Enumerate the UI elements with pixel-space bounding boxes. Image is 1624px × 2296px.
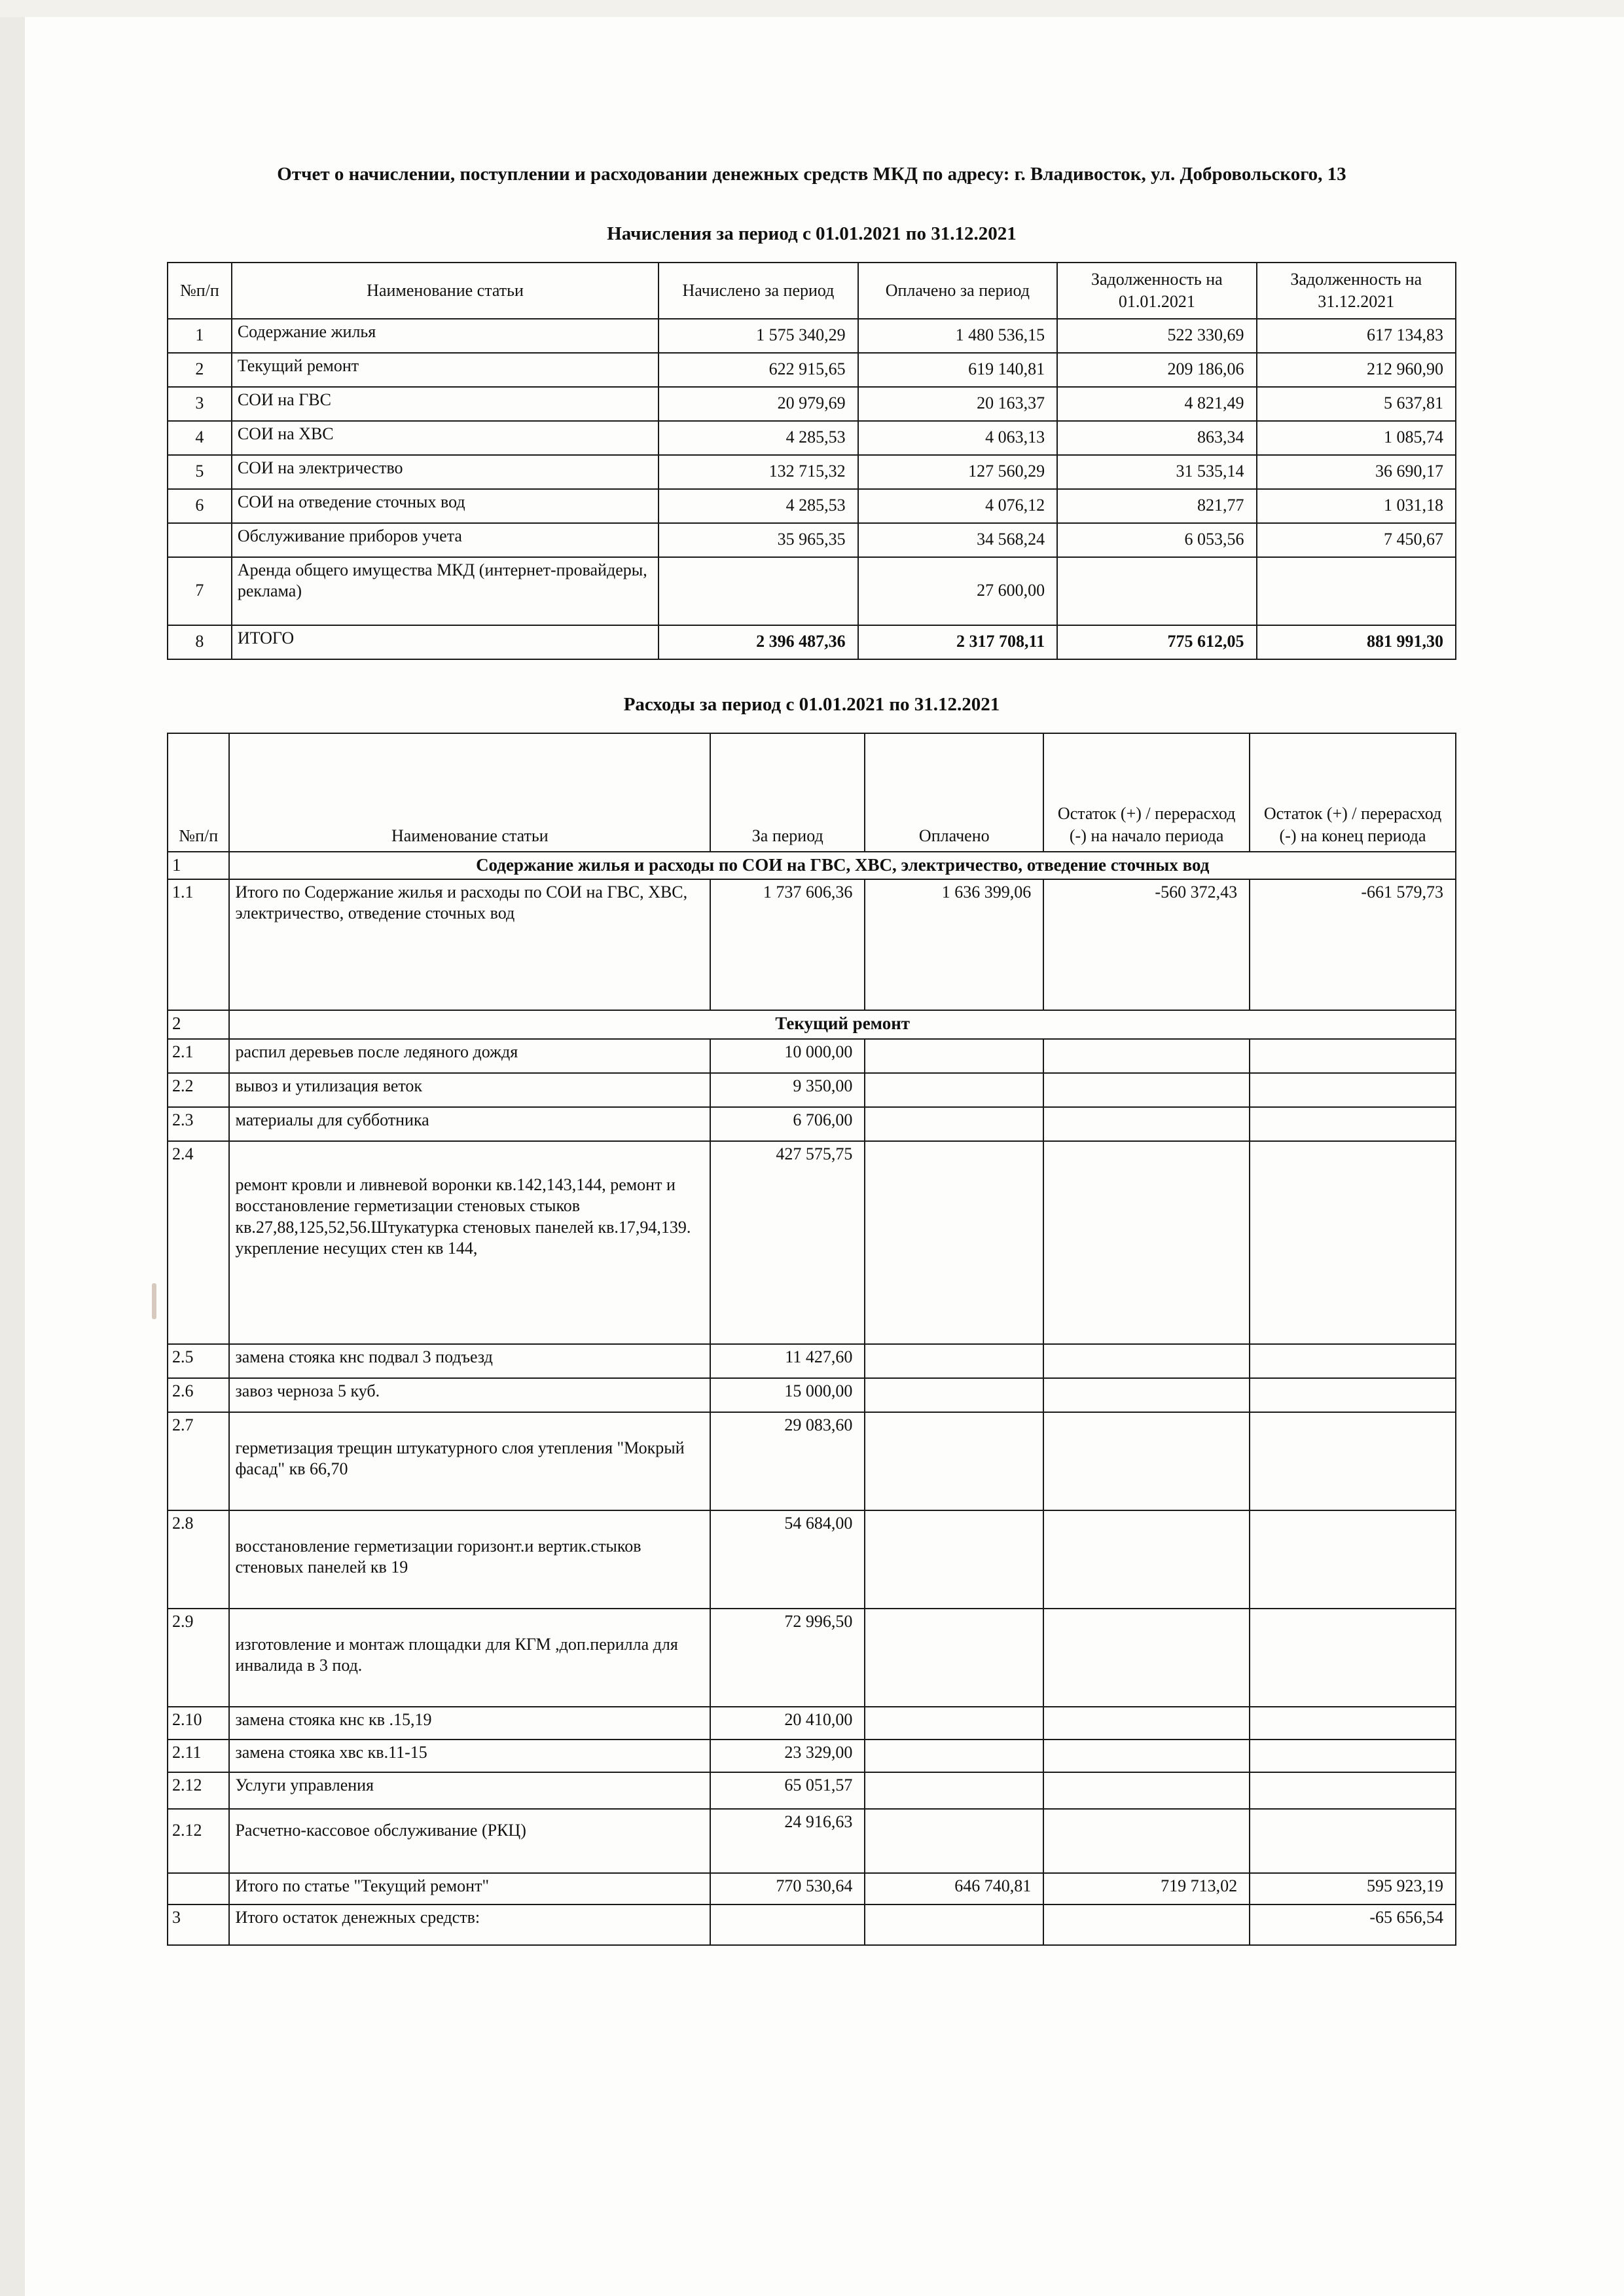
cell-balance-end xyxy=(1250,1707,1456,1740)
cell-name: ИТОГО xyxy=(232,625,659,659)
cell-debt-start: 6 053,56 xyxy=(1057,523,1256,557)
cell-period: 20 410,00 xyxy=(710,1707,865,1740)
cell-balance-start xyxy=(1043,1510,1250,1609)
cell-debt-end: 7 450,67 xyxy=(1257,523,1456,557)
section-heading-row xyxy=(168,1010,1456,1039)
cell-period: 11 427,60 xyxy=(710,1344,865,1378)
cell-num: 5 xyxy=(168,455,232,489)
cell-paid xyxy=(865,1510,1043,1609)
cell-num: 1.1 xyxy=(168,879,229,1010)
cell-name: Услуги управления xyxy=(229,1772,710,1809)
cell-num: 2.5 xyxy=(168,1344,229,1378)
cell-name: Итого по Содержание жилья и расходы по СОИ на ГВС, ХВС, электричество, отведение сточных вод xyxy=(229,879,710,1010)
cell-num xyxy=(168,523,232,557)
cell-paid: 2 317 708,11 xyxy=(858,625,1057,659)
cell-paid: 646 740,81 xyxy=(865,1873,1043,1904)
cell-accrued: 4 285,53 xyxy=(659,421,857,455)
table-header-row xyxy=(168,263,1456,319)
cell-paid xyxy=(865,1609,1043,1707)
table-row xyxy=(168,489,1456,523)
cell-num: 1 xyxy=(168,852,229,879)
page-title: Отчет о начислении, поступлении и расходовании денежных средств МКД по адресу: г. Владивосток, ул. Добровольского, 13 xyxy=(277,164,1346,185)
cell-debt-start: 4 821,49 xyxy=(1057,387,1256,421)
scan-edge-left xyxy=(0,0,25,2296)
table-row xyxy=(168,1609,1456,1707)
cell-name: замена стояка кнс подвал 3 подъезд xyxy=(229,1344,710,1378)
cell-paid xyxy=(865,1039,1043,1073)
cell-period: 427 575,75 xyxy=(710,1141,865,1344)
cell-paid xyxy=(865,1073,1043,1107)
cell-paid: 20 163,37 xyxy=(858,387,1057,421)
cell-paid xyxy=(865,1904,1043,1945)
cell-name: завоз черноза 5 куб. xyxy=(229,1378,710,1412)
cell-num: 6 xyxy=(168,489,232,523)
table-row-final xyxy=(168,1904,1456,1945)
table-row xyxy=(168,1772,1456,1809)
cell-num: 2.1 xyxy=(168,1039,229,1073)
cell-balance-start xyxy=(1043,1073,1250,1107)
cell-period: 54 684,00 xyxy=(710,1510,865,1609)
cell-debt-start: 775 612,05 xyxy=(1057,625,1256,659)
cell-num: 2.12 xyxy=(168,1772,229,1809)
cell-name: Расчетно-кассовое обслуживание (РКЦ) xyxy=(229,1809,710,1873)
cell-accrued: 4 285,53 xyxy=(659,489,857,523)
cell-num: 2.9 xyxy=(168,1609,229,1707)
cell-num: 2.4 xyxy=(168,1141,229,1344)
cell-num: 3 xyxy=(168,387,232,421)
scan-edge-top xyxy=(0,0,1624,17)
cell-paid xyxy=(865,1772,1043,1809)
cell-name: СОИ на электричество xyxy=(232,455,659,489)
cell-num: 7 xyxy=(168,557,232,625)
cell-num: 4 xyxy=(168,421,232,455)
cell-debt-start: 821,77 xyxy=(1057,489,1256,523)
cell-section-title: Содержание жилья и расходы по СОИ на ГВС, ХВС, электричество, отведение сточных вод xyxy=(229,852,1456,879)
cell-balance-end xyxy=(1250,1609,1456,1707)
cell-debt-start: 31 535,14 xyxy=(1057,455,1256,489)
cell-name: вывоз и утилизация веток xyxy=(229,1073,710,1107)
table-row-total xyxy=(168,625,1456,659)
cell-name: замена стояка кнс кв .15,19 xyxy=(229,1707,710,1740)
cell-period: 770 530,64 xyxy=(710,1873,865,1904)
cell-num: 2.2 xyxy=(168,1073,229,1107)
table-row xyxy=(168,353,1456,387)
cell-debt-start: 863,34 xyxy=(1057,421,1256,455)
cell-paid xyxy=(865,1740,1043,1772)
table-row xyxy=(168,1740,1456,1772)
cell-name: герметизация трещин штукатурного слоя утепления "Мокрый фасад" кв 66,70 xyxy=(229,1412,710,1510)
cell-paid: 27 600,00 xyxy=(858,557,1057,625)
cell-period: 23 329,00 xyxy=(710,1740,865,1772)
cell-period xyxy=(710,1904,865,1945)
section-title-expenses: Расходы за период с 01.01.2021 по 31.12.2021 xyxy=(623,693,1000,715)
cell-num: 2.12 xyxy=(168,1809,229,1873)
table-row xyxy=(168,387,1456,421)
cell-balance-end: 595 923,19 xyxy=(1250,1873,1456,1904)
cell-num: 3 xyxy=(168,1904,229,1945)
document-content xyxy=(167,160,1456,1946)
section-heading-row xyxy=(168,852,1456,879)
cell-period: 1 737 606,36 xyxy=(710,879,865,1010)
cell-accrued: 2 396 487,36 xyxy=(659,625,857,659)
col-header-name: Наименование статьи xyxy=(229,733,710,852)
table-row xyxy=(168,319,1456,353)
cell-paid: 4 063,13 xyxy=(858,421,1057,455)
cell-num: 2.8 xyxy=(168,1510,229,1609)
col-header-balance-end: Остаток (+) / перерасход (-) на конец периода xyxy=(1250,733,1456,852)
cell-name: СОИ на ГВС xyxy=(232,387,659,421)
cell-name: изготовление и монтаж площадки для КГМ ,доп.перилла для инвалида в 3 под. xyxy=(229,1609,710,1707)
cell-name: замена стояка хвс кв.11-15 xyxy=(229,1740,710,1772)
cell-name: СОИ на ХВС xyxy=(232,421,659,455)
cell-name: Текущий ремонт xyxy=(232,353,659,387)
cell-debt-end: 1 085,74 xyxy=(1257,421,1456,455)
cell-balance-start xyxy=(1043,1039,1250,1073)
table-row xyxy=(168,879,1456,1010)
cell-paid xyxy=(865,1344,1043,1378)
scan-artifact xyxy=(152,1283,156,1319)
cell-balance-start xyxy=(1043,1412,1250,1510)
col-header-name: Наименование статьи xyxy=(232,263,659,319)
cell-accrued: 622 915,65 xyxy=(659,353,857,387)
cell-balance-end: -65 656,54 xyxy=(1250,1904,1456,1945)
cell-num: 2 xyxy=(168,353,232,387)
cell-balance-start xyxy=(1043,1904,1250,1945)
cell-debt-end: 881 991,30 xyxy=(1257,625,1456,659)
cell-name: Итого остаток денежных средств: xyxy=(229,1904,710,1945)
cell-paid: 1 636 399,06 xyxy=(865,879,1043,1010)
table-row xyxy=(168,523,1456,557)
col-header-paid: Оплачено за период xyxy=(858,263,1057,319)
col-header-balance-start: Остаток (+) / перерасход (-) на начало периода xyxy=(1043,733,1250,852)
cell-paid xyxy=(865,1412,1043,1510)
cell-name: Обслуживание приборов учета xyxy=(232,523,659,557)
table-row xyxy=(168,1809,1456,1873)
cell-accrued: 20 979,69 xyxy=(659,387,857,421)
cell-balance-start xyxy=(1043,1772,1250,1809)
cell-debt-end: 617 134,83 xyxy=(1257,319,1456,353)
cell-balance-start: 719 713,02 xyxy=(1043,1873,1250,1904)
col-header-debt-start: Задолженность на 01.01.2021 xyxy=(1057,263,1256,319)
cell-accrued xyxy=(659,557,857,625)
cell-period: 10 000,00 xyxy=(710,1039,865,1073)
table-row xyxy=(168,1344,1456,1378)
cell-num xyxy=(168,1873,229,1904)
cell-period: 6 706,00 xyxy=(710,1107,865,1141)
cell-balance-end xyxy=(1250,1141,1456,1344)
cell-period: 24 916,63 xyxy=(710,1809,865,1873)
cell-period: 72 996,50 xyxy=(710,1609,865,1707)
table-row xyxy=(168,1707,1456,1740)
cell-debt-start: 522 330,69 xyxy=(1057,319,1256,353)
cell-num: 2.10 xyxy=(168,1707,229,1740)
cell-paid xyxy=(865,1378,1043,1412)
cell-balance-end xyxy=(1250,1809,1456,1873)
cell-accrued: 1 575 340,29 xyxy=(659,319,857,353)
cell-name: СОИ на отведение сточных вод xyxy=(232,489,659,523)
cell-balance-end xyxy=(1250,1107,1456,1141)
cell-balance-start xyxy=(1043,1344,1250,1378)
col-header-debt-end: Задолженность на 31.12.2021 xyxy=(1257,263,1456,319)
cell-name: Итого по статье "Текущий ремонт" xyxy=(229,1873,710,1904)
cell-paid: 127 560,29 xyxy=(858,455,1057,489)
cell-paid: 4 076,12 xyxy=(858,489,1057,523)
cell-balance-end xyxy=(1250,1772,1456,1809)
cell-balance-start xyxy=(1043,1107,1250,1141)
section-title-accruals: Начисления за период с 01.01.2021 по 31.12.2021 xyxy=(607,223,1017,244)
cell-name: распил деревьев после ледяного дождя xyxy=(229,1039,710,1073)
cell-period: 65 051,57 xyxy=(710,1772,865,1809)
cell-num: 8 xyxy=(168,625,232,659)
cell-paid: 34 568,24 xyxy=(858,523,1057,557)
cell-paid: 619 140,81 xyxy=(858,353,1057,387)
cell-debt-end: 212 960,90 xyxy=(1257,353,1456,387)
cell-balance-end xyxy=(1250,1412,1456,1510)
cell-debt-end: 36 690,17 xyxy=(1257,455,1456,489)
cell-balance-start: -560 372,43 xyxy=(1043,879,1250,1010)
table-header-row xyxy=(168,733,1456,852)
cell-balance-start xyxy=(1043,1707,1250,1740)
cell-balance-start xyxy=(1043,1378,1250,1412)
cell-balance-start xyxy=(1043,1809,1250,1873)
col-header-period: За период xyxy=(710,733,865,852)
expenses-table xyxy=(167,733,1456,1946)
table-row xyxy=(168,1141,1456,1344)
cell-paid xyxy=(865,1809,1043,1873)
cell-balance-start xyxy=(1043,1609,1250,1707)
cell-balance-start xyxy=(1043,1141,1250,1344)
table-row xyxy=(168,455,1456,489)
cell-accrued: 35 965,35 xyxy=(659,523,857,557)
cell-paid: 1 480 536,15 xyxy=(858,319,1057,353)
cell-paid xyxy=(865,1707,1043,1740)
cell-accrued: 132 715,32 xyxy=(659,455,857,489)
cell-name: Аренда общего имущества МКД (интернет-провайдеры, реклама) xyxy=(232,557,659,625)
cell-num: 2 xyxy=(168,1010,229,1039)
cell-debt-end: 1 031,18 xyxy=(1257,489,1456,523)
cell-num: 2.3 xyxy=(168,1107,229,1141)
cell-balance-end xyxy=(1250,1073,1456,1107)
cell-debt-end xyxy=(1257,557,1456,625)
cell-name: восстановление герметизации горизонт.и вертик.стыков стеновых панелей кв 19 xyxy=(229,1510,710,1609)
cell-name: ремонт кровли и ливневой воронки кв.142,143,144, ремонт и восстановление герметизации стеновых стыков кв.27,88,125,52,56.Штукатурка стеновых панелей кв.17,94,139. укрепление несущих стен кв 144, xyxy=(229,1141,710,1344)
table-row xyxy=(168,421,1456,455)
table-row xyxy=(168,1378,1456,1412)
col-header-accrued: Начислено за период xyxy=(659,263,857,319)
cell-balance-end xyxy=(1250,1378,1456,1412)
cell-period: 9 350,00 xyxy=(710,1073,865,1107)
col-header-paid: Оплачено xyxy=(865,733,1043,852)
cell-balance-start xyxy=(1043,1740,1250,1772)
cell-num: 2.11 xyxy=(168,1740,229,1772)
cell-period: 29 083,60 xyxy=(710,1412,865,1510)
table-row xyxy=(168,1073,1456,1107)
cell-name: Содержание жилья xyxy=(232,319,659,353)
cell-debt-start xyxy=(1057,557,1256,625)
accruals-table xyxy=(167,262,1456,660)
cell-balance-end: -661 579,73 xyxy=(1250,879,1456,1010)
col-header-num: №п/п xyxy=(168,263,232,319)
table-row xyxy=(168,1039,1456,1073)
table-row xyxy=(168,1412,1456,1510)
cell-balance-end xyxy=(1250,1510,1456,1609)
cell-debt-end: 5 637,81 xyxy=(1257,387,1456,421)
cell-num: 2.7 xyxy=(168,1412,229,1510)
cell-balance-end xyxy=(1250,1344,1456,1378)
cell-debt-start: 209 186,06 xyxy=(1057,353,1256,387)
cell-balance-end xyxy=(1250,1039,1456,1073)
cell-name: материалы для субботника xyxy=(229,1107,710,1141)
cell-num: 1 xyxy=(168,319,232,353)
col-header-num: №п/п xyxy=(168,733,229,852)
table-row xyxy=(168,1107,1456,1141)
cell-paid xyxy=(865,1107,1043,1141)
cell-period: 15 000,00 xyxy=(710,1378,865,1412)
table-row-subtotal xyxy=(168,1873,1456,1904)
cell-paid xyxy=(865,1141,1043,1344)
cell-num: 2.6 xyxy=(168,1378,229,1412)
cell-balance-end xyxy=(1250,1740,1456,1772)
cell-section-title: Текущий ремонт xyxy=(229,1010,1456,1039)
table-row xyxy=(168,1510,1456,1609)
table-row xyxy=(168,557,1456,625)
